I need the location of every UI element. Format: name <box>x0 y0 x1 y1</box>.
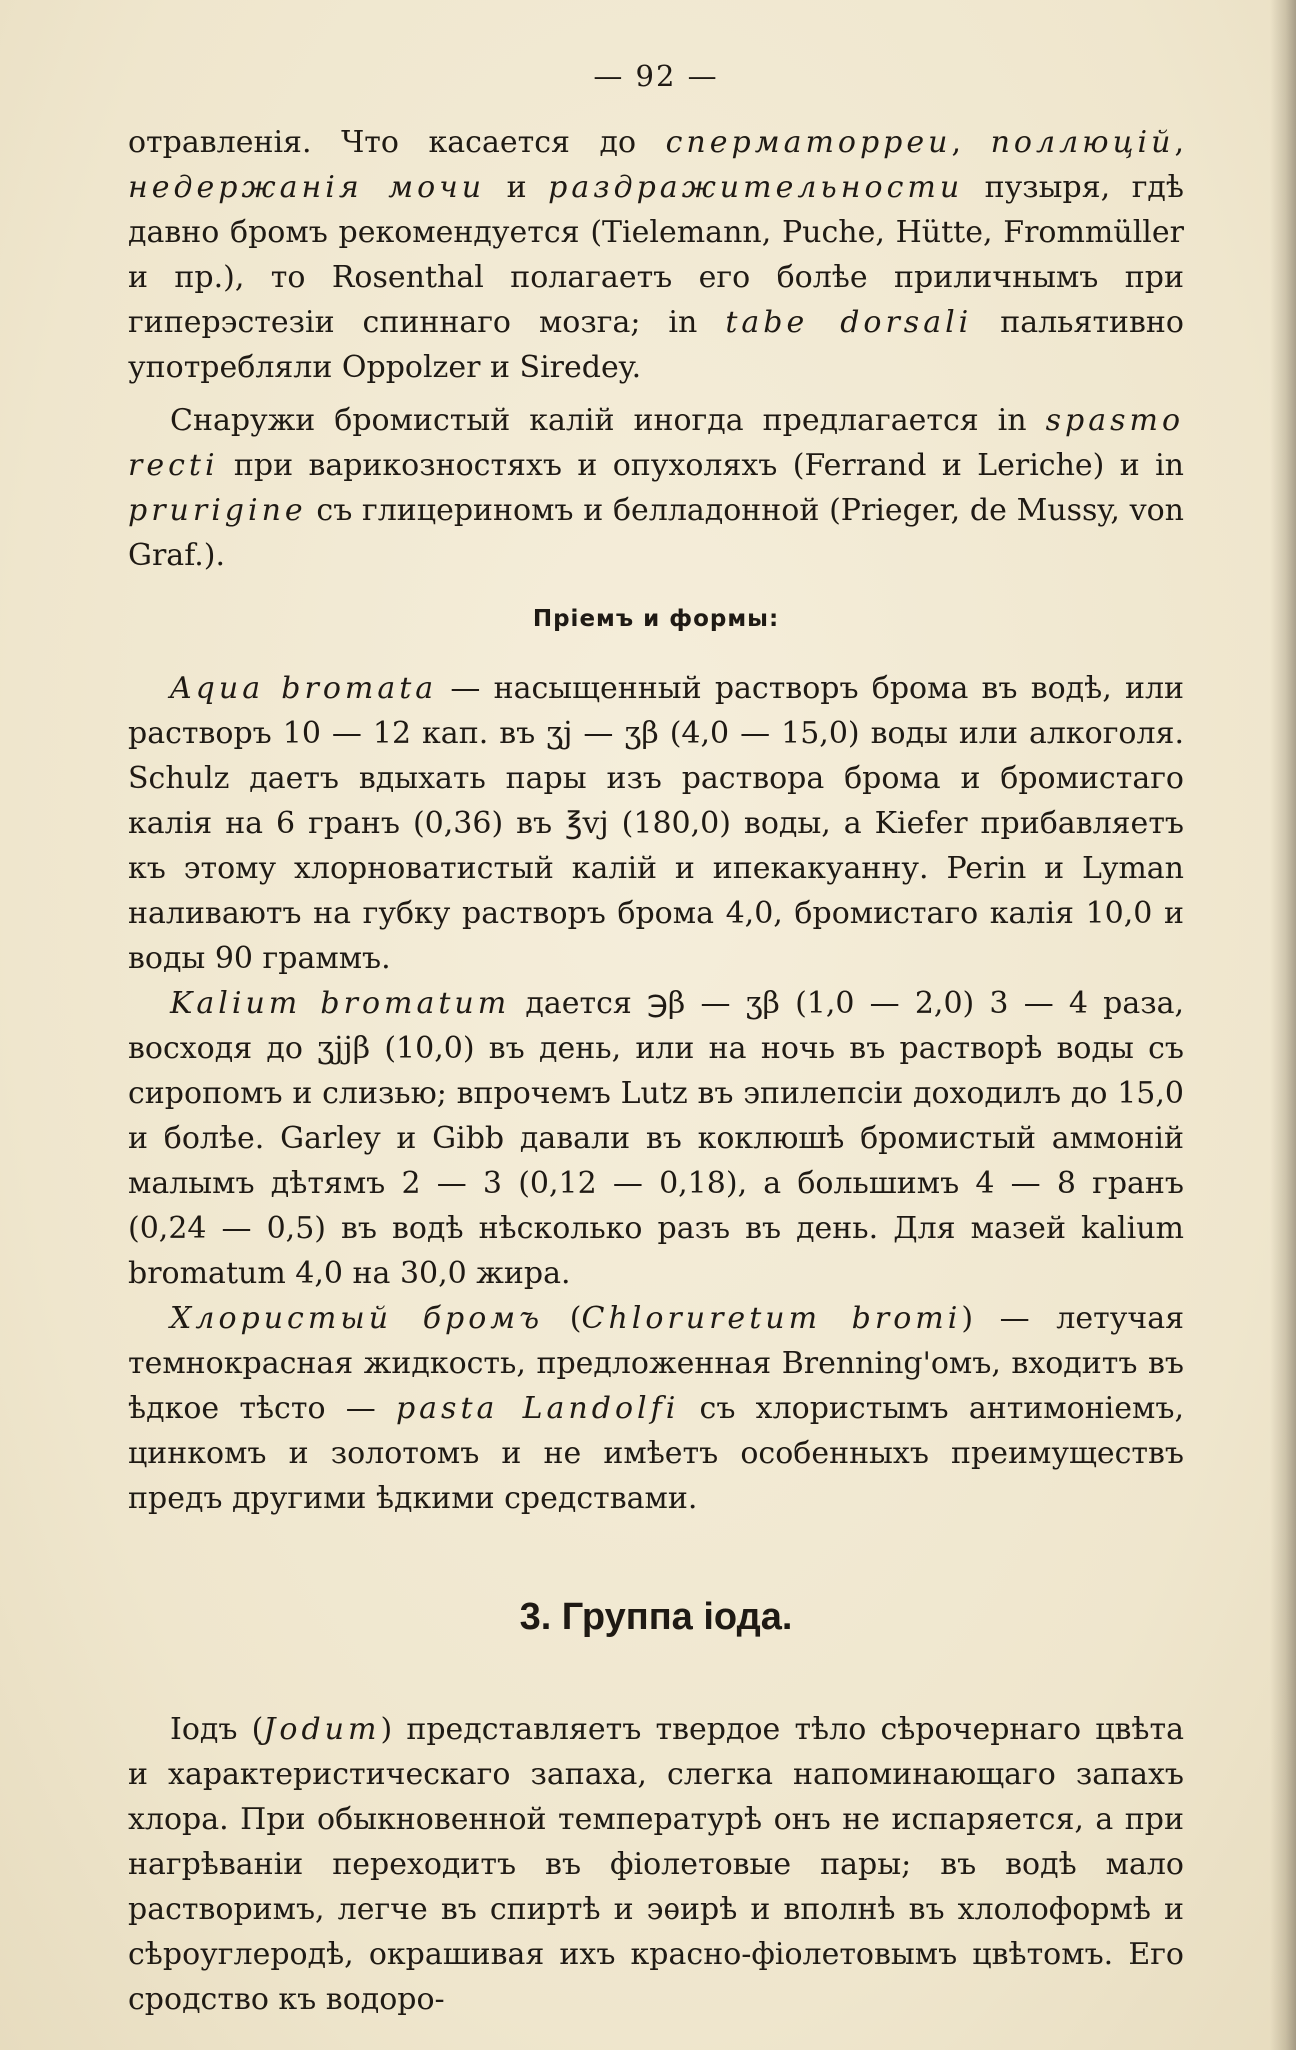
paragraph-kalium-bromatum: Kalium bromatum дается ℈β — ʒβ (1,0 — 2,0) 3 — 4 раза, восходя до ʒjjβ (10,0) въ день, или на ночь въ растворѣ воды съ сиропомъ и слизью; впрочемъ Lutz въ эпилепсіи доходилъ до 15,0 и болѣе. Garley и Gibb давали въ коклюшѣ бромистый аммоній малымъ дѣтямъ 2 — 3 (0,12 — 0,18), а большимъ 4 — 8 гранъ (0,24 — 0,5) въ водѣ нѣсколько разъ въ день. Для мазей kalium bromatum 4,0 на 30,0 жира. <box>128 986 1184 1291</box>
subheading-dosage-forms: Пріемъ и формы: <box>532 606 780 632</box>
paragraph-bromine-uses: отравленія. Что касается до сперматорреи, поллюцій, недержанія мочи и раздражительности пузыря, гдѣ давно бромъ рекомендуется (Tielemann, Puche, Hütte, Frommüller и пр.), то Rosenthal полагаетъ его болѣе приличнымъ при гиперэстезіи спиннаго мозга; in tabe dorsali пальятивно употребляли Oppolzer и Siredey. <box>128 125 1184 385</box>
paragraph-external-use: Снаружи бромистый калій иногда предлагается in spasmo recti при варикозностяхъ и опухоляхъ (Ferrand и Leriche) и in prurigine съ глицериномъ и белладонной (Prieger, de Mussy, von Graf.). <box>128 403 1184 573</box>
paragraph-iodine: Іодъ (Jodum) представляетъ твердое тѣло сѣрочернаго цвѣта и характеристическаго запаха, слегка напоминающаго запахъ хлора. При обыкновенной температурѣ онъ не испаряется, а при нагрѣваніи переходитъ въ фіолетовые пары; въ водѣ мало растворимъ, легче въ спиртѣ и эѳирѣ и вполнѣ въ хлолоформѣ и сѣроуглеродѣ, окрашивая ихъ красно-фіолетовымъ цвѣтомъ. Его сродство къ водоро- <box>128 1712 1185 2017</box>
page-content <box>128 58 1184 2022</box>
paragraph-aqua-bromata: Aqua bromata — насыщенный растворъ брома въ водѣ, или растворъ 10 — 12 кап. въ ʒj — ʒβ (4,0 — 15,0) воды или алкоголя. Schulz даетъ вдыхать пары изъ раствора брома и бромистаго калія на 6 гранъ (0,36) въ ℥vj (180,0) воды, а Kiefer прибавляетъ къ этому хлорноватистый калій и ипекакуанну. Perin и Lyman наливаютъ на губку растворъ брома 4,0, бромистаго калія 10,0 и воды 90 граммъ. <box>128 671 1185 976</box>
section-title: 3. Группа іода. <box>519 1596 793 1638</box>
paragraph-bromine-chloride: Хлористый бромъ (Chloruretum bromi) — летучая темнокрасная жидкость, предложенная Brenning'омъ, входитъ въ ѣдкое тѣсто — pasta Landolfi съ хлористымъ антимоніемъ, цинкомъ и золотомъ и не имѣетъ особенныхъ преимуществъ предъ другими ѣдкими средствами. <box>128 1301 1185 1516</box>
page-number: — 92 — <box>593 59 719 93</box>
page-edge-shadow <box>1270 0 1296 2050</box>
